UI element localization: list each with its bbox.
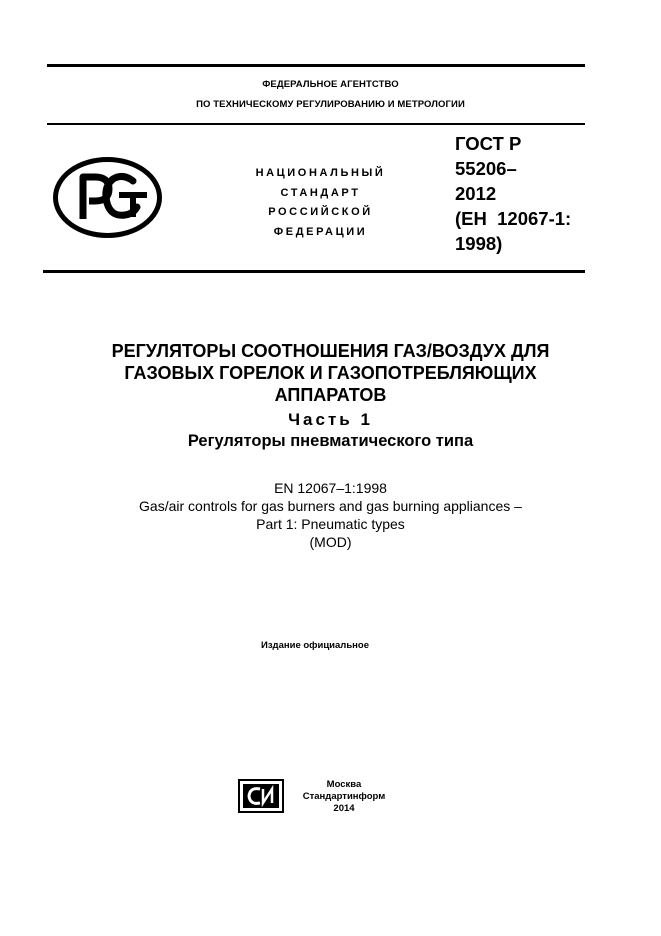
national-standard-line-1: НАЦИОНАЛЬНЫЙ <box>255 167 386 179</box>
publisher-info <box>288 779 400 815</box>
national-standard-line-2: СТАНДАРТ <box>280 186 361 199</box>
title-line-1: РЕГУЛЯТОРЫ СООТНОШЕНИЯ ГАЗ/ВОЗДУХ ДЛЯ <box>111 341 550 361</box>
standartinform-logo-icon <box>238 779 284 813</box>
english-line-4: (MOD) <box>309 534 352 550</box>
designation-line-2: 55206– <box>455 158 517 179</box>
designation-line-3: 2012 <box>455 183 497 204</box>
standard-designation <box>455 131 571 256</box>
header-block-bottom-rule <box>43 270 585 273</box>
gost-r-emblem-icon <box>53 157 162 238</box>
designation-line-1: ГОСТ Р <box>455 133 522 154</box>
national-standard-line-4: ФЕДЕРАЦИИ <box>273 225 368 238</box>
title-line-3: АППАРАТОВ <box>274 385 387 405</box>
document-title <box>0 340 661 406</box>
english-line-3: Part 1: Pneumatic types <box>256 516 405 532</box>
agency-line-2: ПО ТЕХНИЧЕСКОМУ РЕГУЛИРОВАНИЮ И МЕТРОЛОГИИ <box>196 99 465 110</box>
header-block-top-rule <box>47 123 585 125</box>
title-line-2: ГАЗОВЫХ ГОРЕЛОК И ГАЗОПОТРЕБЛЯЮЩИХ <box>124 363 537 383</box>
publisher-year: 2014 <box>333 803 355 814</box>
top-rule <box>47 64 585 67</box>
part-subtitle: Регуляторы пневматического типа <box>187 432 474 450</box>
designation-line-5: 1998) <box>455 233 503 254</box>
publisher-name: Стандартинформ <box>302 791 386 802</box>
english-line-2: Gas/air controls for gas burners and gas burning appliances – <box>139 498 522 514</box>
designation-line-4: (ЕН 12067-1: <box>455 208 572 229</box>
english-reference <box>0 479 661 551</box>
publisher-city: Москва <box>326 779 362 790</box>
english-line-1: EN 12067–1:1998 <box>274 480 387 496</box>
edition-label: Издание официальное <box>261 640 369 651</box>
national-standard-label <box>228 164 413 242</box>
national-standard-line-3: РОССИЙСКОЙ <box>268 206 373 218</box>
agency-line-1: ФЕДЕРАЛЬНОЕ АГЕНТСТВО <box>262 79 399 90</box>
part-label: Часть 1 <box>288 410 373 429</box>
